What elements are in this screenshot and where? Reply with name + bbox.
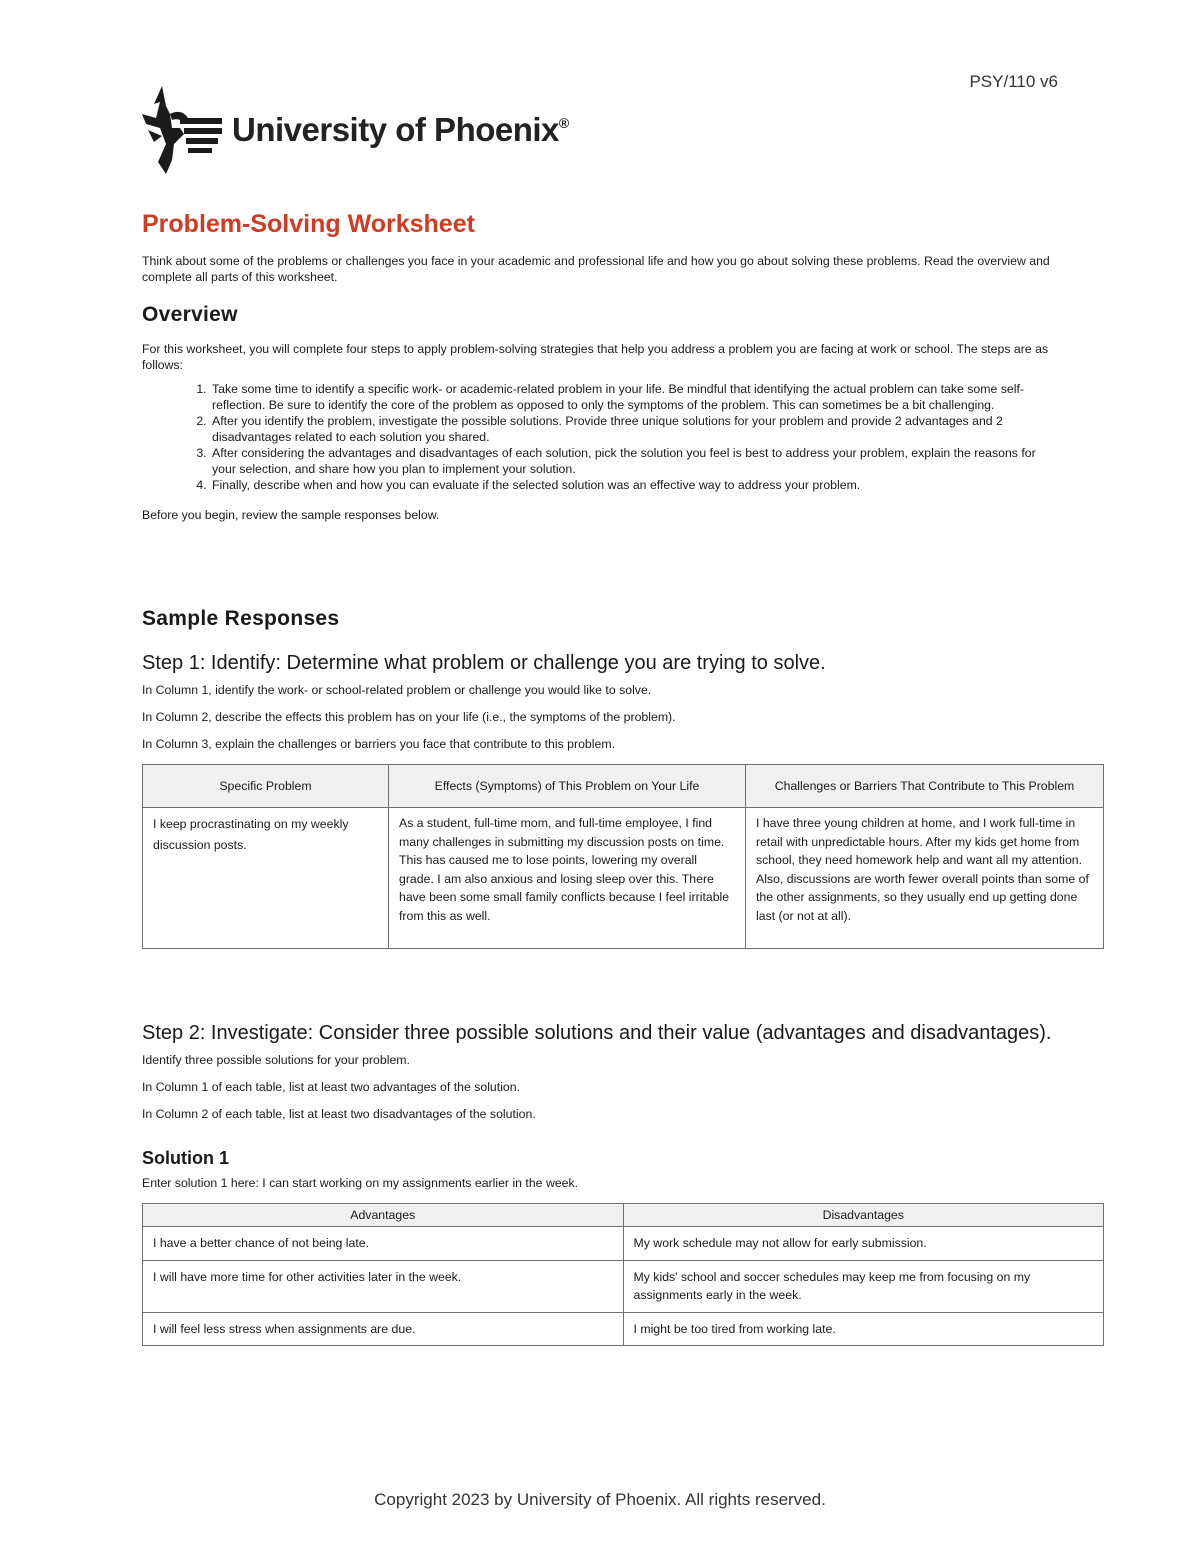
solution1-table xyxy=(142,1203,1104,1346)
copyright-footer: Copyright 2023 by University of Phoenix. All rights reserved. xyxy=(374,1490,826,1509)
list-item: 2. After you identify the problem, investigate the possible solutions. Provide three unique solutions for your problem and provide 2 advantages and 2 disadvantages related to each solution you shared. xyxy=(210,413,1062,445)
before-begin-text: Before you begin, review the sample responses below. xyxy=(142,508,440,522)
table-cell: I will have more time for other activities later in the week. xyxy=(143,1260,624,1312)
table-header: Disadvantages xyxy=(623,1204,1104,1227)
overview-text: For this worksheet, you will complete four steps to apply problem-solving strategies that help you address a problem you are facing at work or school. The steps are as follows: xyxy=(142,342,1049,372)
phoenix-bird-icon xyxy=(140,84,224,176)
table-header: Challenges or Barriers That Contribute to This Problem xyxy=(746,765,1104,808)
step1-heading: Step 1: Identify: Determine what problem or challenge you are trying to solve. xyxy=(142,652,826,674)
course-code: PSY/110 v6 xyxy=(969,72,1058,91)
table-header: Effects (Symptoms) of This Problem on Your Life xyxy=(389,765,746,808)
step2-col2-text: In Column 2 of each table, list at least two disadvantages of the solution. xyxy=(142,1107,536,1121)
steps-list xyxy=(142,381,1062,493)
logo-wordmark: University of Phoenix® xyxy=(232,111,569,148)
university-logo xyxy=(140,84,569,176)
table-row xyxy=(143,808,1104,949)
step2-col1-text: In Column 1 of each table, list at least two advantages of the solution. xyxy=(142,1080,521,1094)
step1-col3-text: In Column 3, explain the challenges or barriers you face that contribute to this problem. xyxy=(142,737,616,751)
overview-heading: Overview xyxy=(142,303,238,326)
list-item: 1. Take some time to identify a specific work- or academic-related problem in your life. Be mindful that identifying the actual problem can take some self-reflection. Be sure to identify the core of the problem as opposed to only the symptoms of the problem. This can sometimes be a bit challenging. xyxy=(210,381,1062,413)
table-cell: I keep procrastinating on my weekly discussion posts. xyxy=(143,808,389,949)
table-cell: I have three young children at home, and I work full-time in retail with unpredictable hours. After my kids get home from school, they need homework help and want all my attention. Also, discussions are worth fewer overall points than some of the other assignments, so they usually end up getting done last (or not at all). xyxy=(746,808,1104,949)
table-header-row xyxy=(143,765,1104,808)
table-cell: I might be too tired from working late. xyxy=(623,1312,1104,1346)
table-header: Specific Problem xyxy=(143,765,389,808)
sample-responses-heading: Sample Responses xyxy=(142,607,340,630)
step1-col1-text: In Column 1, identify the work- or school-related problem or challenge you would like to solve. xyxy=(142,683,652,697)
solution1-heading: Solution 1 xyxy=(142,1148,229,1168)
table-header-row xyxy=(143,1204,1104,1227)
step1-table xyxy=(142,764,1104,949)
intro-text: Think about some of the problems or challenges you face in your academic and professional life and how you go about solving these problems. Read the overview and complete all parts of this worksheet. xyxy=(142,254,1050,284)
table-row xyxy=(143,1260,1104,1312)
list-item: 4. Finally, describe when and how you can evaluate if the selected solution was an effective way to address your problem. xyxy=(210,477,1062,493)
main-content xyxy=(142,210,1089,1346)
table-row xyxy=(143,1312,1104,1346)
step2-identify-text: Identify three possible solutions for your problem. xyxy=(142,1053,410,1067)
table-cell: My work schedule may not allow for early submission. xyxy=(623,1227,1104,1261)
table-header: Advantages xyxy=(143,1204,624,1227)
table-cell: I have a better chance of not being late. xyxy=(143,1227,624,1261)
step2-heading: Step 2: Investigate: Consider three possible solutions and their value (advantages and disadvantages). xyxy=(142,1022,1052,1044)
list-item: 3. After considering the advantages and disadvantages of each solution, pick the solution you feel is best to address your problem, explain the reasons for your selection, and share how you plan to implement your solution. xyxy=(210,445,1062,477)
solution1-enter-text: Enter solution 1 here: I can start working on my assignments earlier in the week. xyxy=(142,1176,579,1190)
table-cell: My kids’ school and soccer schedules may keep me from focusing on my assignments early in the week. xyxy=(623,1260,1104,1312)
page-title: Problem-Solving Worksheet xyxy=(142,210,475,238)
table-row xyxy=(143,1227,1104,1261)
table-cell: As a student, full-time mom, and full-time employee, I find many challenges in submitting my discussion posts on time. This has caused me to lose points, lowering my overall grade. I am also anxious and losing sleep over this. There have been some small family conflicts because I feel irritable from this as well. xyxy=(389,808,746,949)
step1-col2-text: In Column 2, describe the effects this problem has on your life (i.e., the symptoms of the problem). xyxy=(142,710,676,724)
table-cell: I will feel less stress when assignments are due. xyxy=(143,1312,624,1346)
